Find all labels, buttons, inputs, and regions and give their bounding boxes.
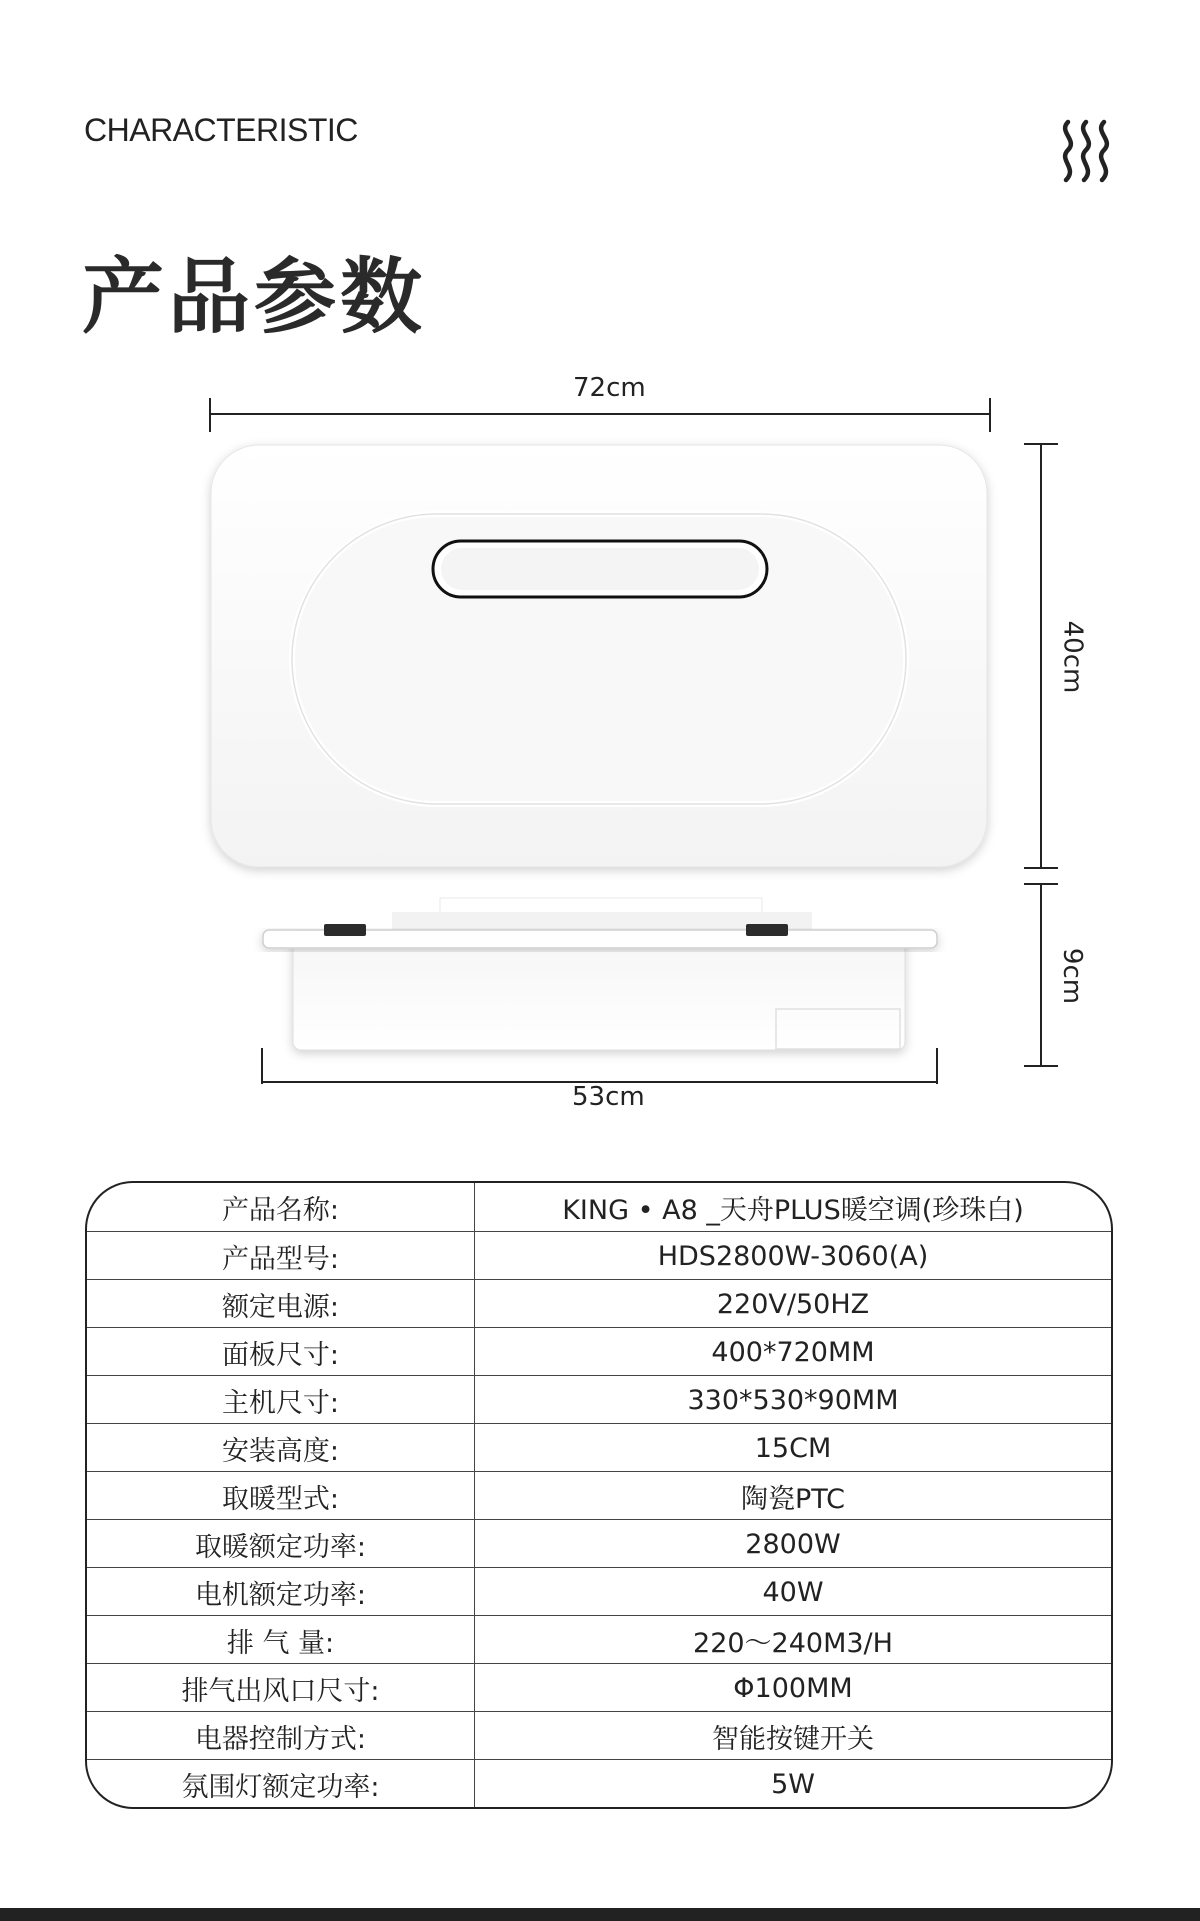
spec-value: 15CM [754, 1432, 832, 1464]
host-body-side-illustration [263, 898, 937, 1050]
spec-label: 产品型号: [87, 1232, 475, 1280]
table-row [87, 1231, 1111, 1280]
bottom-divider [0, 1908, 1200, 1921]
spec-value: 220～240M3/H [693, 1627, 893, 1659]
spec-label: 排 气 量: [87, 1616, 475, 1664]
table-row [87, 1711, 1111, 1760]
spec-value: HDS2800W-3060(A) [657, 1240, 929, 1272]
spec-value: 400*720MM [711, 1336, 875, 1368]
panel-width-dimension-line [210, 398, 990, 432]
spec-value: KING • A8 _天舟PLUS暖空调(珍珠白) [562, 1194, 1024, 1226]
table-row [87, 1663, 1111, 1712]
body-width-label: 53cm [572, 1082, 645, 1112]
table-row [87, 1519, 1111, 1568]
eyebrow-heading: CHARACTERISTIC [84, 112, 358, 148]
spec-label: 取暖型式: [87, 1472, 475, 1520]
table-row [87, 1279, 1111, 1328]
spec-value: 2800W [745, 1528, 841, 1560]
spec-label: 额定电源: [87, 1280, 475, 1328]
spec-label: 电机额定功率: [87, 1568, 475, 1616]
panel-height-dimension-line [1024, 444, 1058, 868]
spec-label: 电器控制方式: [87, 1712, 475, 1760]
table-row [87, 1471, 1111, 1520]
panel-width-label: 72cm [573, 373, 646, 403]
spec-value: 智能按键开关 [712, 1723, 874, 1755]
table-row [87, 1759, 1111, 1808]
spec-value: 220V/50HZ [716, 1288, 870, 1320]
spec-label: 排气出风口尺寸: [87, 1664, 475, 1712]
body-width-dimension-line [262, 1048, 937, 1084]
table-row [87, 1327, 1111, 1376]
spec-label: 取暖额定功率: [87, 1520, 475, 1568]
front-panel-illustration [211, 445, 987, 867]
table-row [87, 1567, 1111, 1616]
spec-label: 安装高度: [87, 1424, 475, 1472]
spec-value: 5W [771, 1768, 815, 1800]
spec-value: 330*530*90MM [687, 1384, 899, 1416]
panel-height-label: 40cm [1057, 620, 1088, 694]
spec-table [85, 1181, 1113, 1809]
spec-value: 陶瓷PTC [740, 1483, 846, 1515]
body-depth-label: 9cm [1057, 947, 1088, 1005]
body-depth-dimension-line [1024, 884, 1058, 1066]
spec-label: 主机尺寸: [87, 1376, 475, 1424]
spec-value: 40W [762, 1576, 824, 1608]
table-row [87, 1615, 1111, 1664]
spec-label: 面板尺寸: [87, 1328, 475, 1376]
spec-value: Φ100MM [733, 1672, 853, 1704]
spec-label: 产品名称: [87, 1183, 475, 1231]
table-row [87, 1423, 1111, 1472]
page-title: 产品参数 [82, 250, 427, 345]
spec-label: 氛围灯额定功率: [87, 1760, 475, 1808]
table-row [87, 1375, 1111, 1424]
table-row [87, 1183, 1111, 1231]
